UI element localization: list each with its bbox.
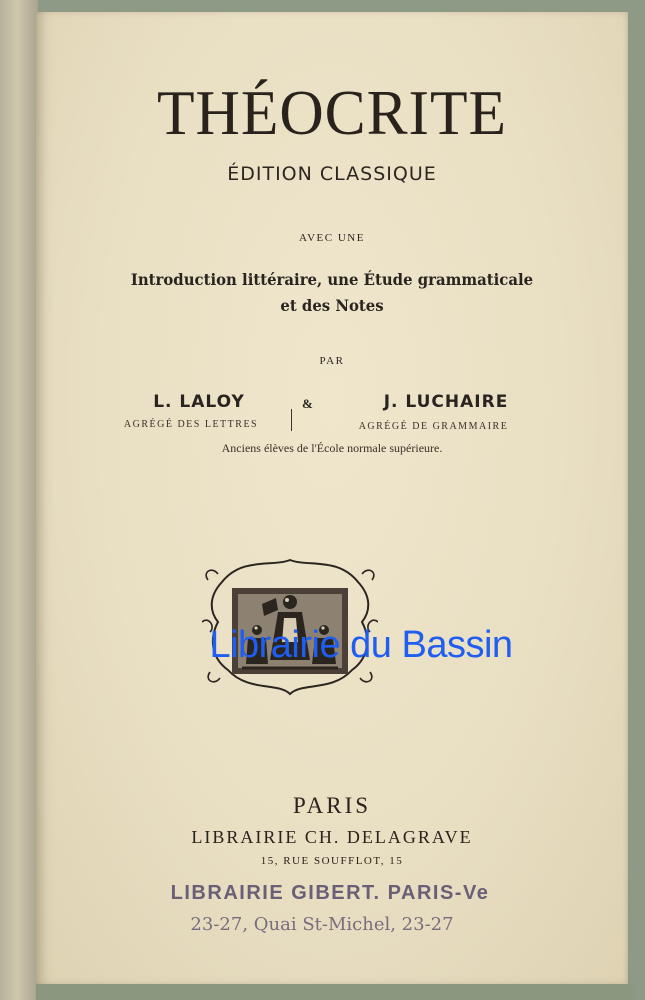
imprint-publisher: LIBRAIRIE CH. DELAGRAVE [191,827,473,847]
par-text: PAR [319,355,345,367]
avec-une-text: AVEC UNE [299,232,365,244]
edition-subtitle: ÉDITION CLASSIQUE [227,163,437,185]
book-title: THÉOCRITE [157,77,507,148]
title-page [36,12,628,984]
imprint-city: PARIS [292,793,372,818]
author-name-laloy: L. LALOY [153,392,245,412]
author-role-luchaire: AGRÉGÉ DE GRAMMAIRE [358,421,509,432]
bookseller-stamp-line-1: LIBRAIRIE GIBERT. PARIS-Ve [170,882,490,904]
intro-line-2: et des Notes [280,296,384,315]
book-spine-edge [0,0,38,1000]
imprint-address: 15, RUE SOUFFLOT, 15 [260,855,404,867]
author-name-luchaire: J. LUCHAIRE [383,392,509,412]
anciens-eleves-note: Anciens élèves de l'École normale supérieure. [221,441,443,455]
author-role-laloy: AGRÉGÉ DES LETTRES [123,419,259,430]
intro-line-1: Introduction littéraire, une Étude grammaticale [130,270,534,289]
book-cover-edge [36,984,636,1000]
watermark-text: Librairie du Bassin [209,624,513,666]
bookseller-stamp-line-2: 23-27, Quai St-Michel, 23-27 [190,914,454,935]
author-divider [291,409,292,431]
ampersand: & [302,396,313,411]
